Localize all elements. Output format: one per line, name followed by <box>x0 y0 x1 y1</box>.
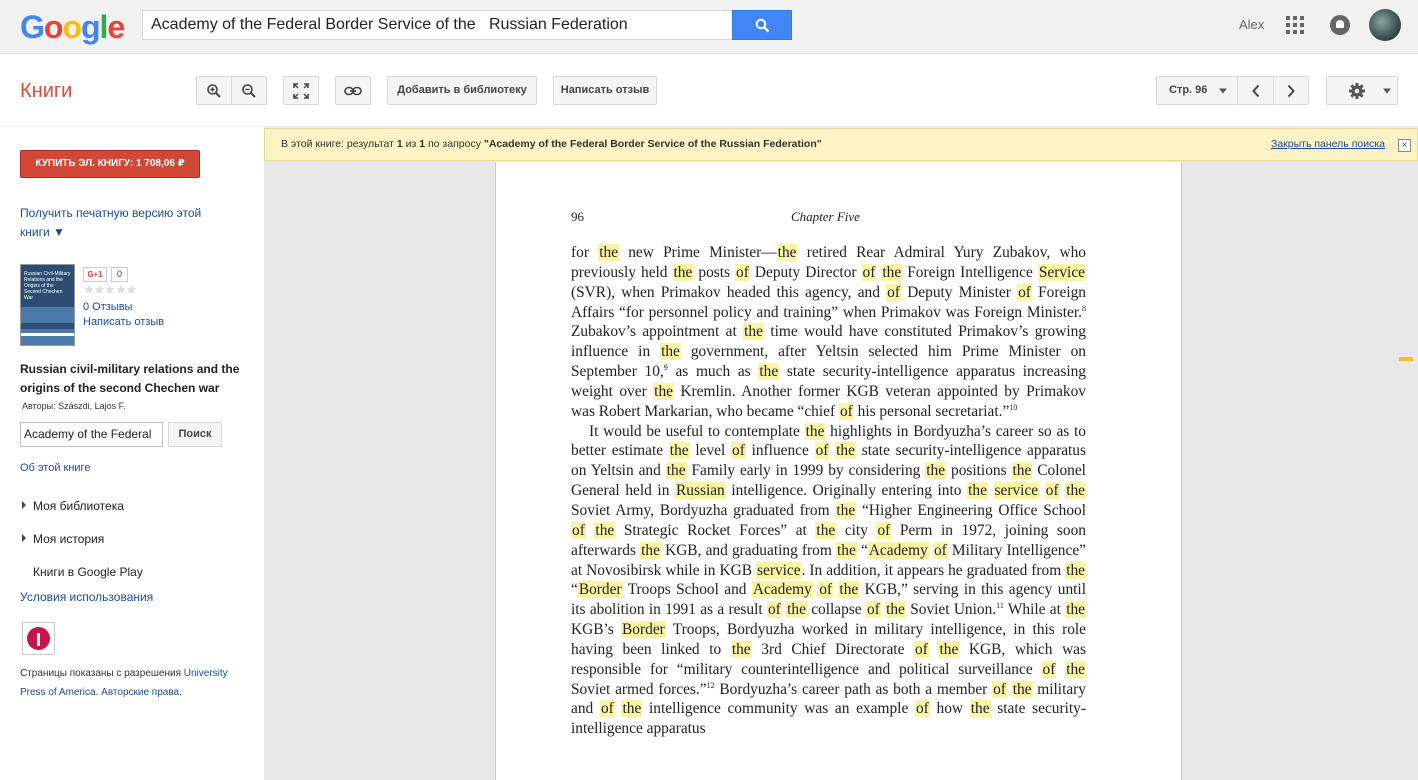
search-button[interactable] <box>732 10 792 40</box>
search-highlight: Academy <box>868 541 928 559</box>
search-highlight: of <box>819 581 833 599</box>
permission-text: Страницы показаны с разрешения <box>20 668 184 679</box>
search-highlight: the <box>1012 462 1032 480</box>
logo-letter: l <box>99 9 108 45</box>
search-highlight: of <box>866 601 880 619</box>
add-to-library-button[interactable]: Добавить в библиотеку <box>387 76 537 105</box>
search-highlight: the <box>595 521 615 539</box>
footnote-ref: 11 <box>996 601 1004 611</box>
close-icon[interactable]: × <box>1398 139 1411 152</box>
page-paragraph: for the new Prime Minister—the retired Rear Admiral Yury Zubakov, who previously held the posts of Deputy Director of the Foreign Intelligence Service (SVR), when Primakov headed this agency, and of Deputy Minister of Foreign Affairs “for personnel policy and training” when Primakov was Foreign Minister.$^8$ Zubakov’s appointment at the time would have constituted Primakov’s growing influence in the government, after Yeltsin selected him Prime Minister on September 10,$^9$ as much as the state security-intelligence apparatus increasing weight over the Kremlin. Another former KGB veteran appointed by Primakov was Robert Markarian, who became “chief of his personal secretariat.”$^{10}$ <box>571 244 1087 420</box>
chevron-down-icon <box>1383 88 1391 93</box>
search-highlight: the <box>968 482 987 500</box>
gplus-count: 0 <box>111 267 128 282</box>
search-highlight: of <box>736 263 749 281</box>
search-highlight: the <box>836 501 856 519</box>
print-version-link[interactable]: Получить печатную версию этой книги ▼ <box>20 206 202 239</box>
link-icon <box>344 86 362 96</box>
link-button[interactable] <box>335 76 371 105</box>
nav-my-library[interactable] <box>22 499 124 513</box>
books-section-title[interactable]: Книги <box>20 80 73 102</box>
book-page[interactable] <box>495 162 1182 780</box>
permission-note <box>20 664 252 702</box>
gear-icon <box>1349 82 1366 99</box>
zoom-in-button[interactable] <box>196 76 232 105</box>
logo-letter: g <box>80 9 100 45</box>
search-highlight: of <box>862 263 876 281</box>
footnote-ref: 9 <box>663 362 668 372</box>
nav-label: Книги в Google Play <box>33 565 143 579</box>
search-icon <box>755 18 770 33</box>
book-title: Russian civil-military relations and the origins of the second Chechen war <box>20 362 240 395</box>
expand-icon <box>22 501 26 509</box>
page-select[interactable] <box>1156 76 1238 105</box>
expand-icon <box>22 534 26 542</box>
chevron-right-icon <box>1287 84 1295 97</box>
next-page-button[interactable] <box>1273 76 1309 105</box>
result-of: из <box>402 138 420 150</box>
nav-my-history[interactable] <box>22 532 104 546</box>
search-highlight: of <box>1042 660 1056 678</box>
result-query: "Academy of the Federal Border Service of the Russian Federation" <box>483 138 822 150</box>
avatar[interactable] <box>1369 9 1401 41</box>
search-highlight: of <box>815 442 829 460</box>
search-highlight: Service <box>1038 263 1085 281</box>
search-input[interactable]: Academy of the Federal Border Service of the Russian Federation <box>142 10 733 40</box>
footnote-ref: 8 <box>1082 303 1086 313</box>
search-highlight: the <box>744 323 763 341</box>
search-highlight: the <box>1066 482 1086 500</box>
search-in-book-input[interactable]: Academy of the Federal <box>20 422 163 447</box>
search-highlight: of <box>887 283 900 301</box>
nav-label: Моя история <box>33 532 105 546</box>
search-highlight: the <box>882 263 902 281</box>
search-highlight: service <box>757 561 801 579</box>
copyright-link[interactable]: Авторские права. <box>101 687 182 698</box>
user-name[interactable]: Alex <box>1239 17 1265 32</box>
page-select-label: Стр. 96 <box>1169 84 1208 96</box>
result-query-prefix: по запросу <box>425 138 484 150</box>
publisher-logo[interactable] <box>22 622 55 655</box>
result-total: 1 <box>419 138 426 150</box>
gplus-button[interactable]: G+1 <box>83 267 107 282</box>
search-highlight: the <box>1012 680 1032 698</box>
logo-letter: e <box>107 9 125 45</box>
search-highlight: Border <box>622 621 665 639</box>
search-highlight: of <box>572 521 585 539</box>
search-highlight: the <box>886 601 905 619</box>
reviews-count-link[interactable]: 0 Отзывы <box>83 301 133 313</box>
publisher-link[interactable]: University Press of America <box>20 668 228 698</box>
zoom-in-icon <box>206 83 222 99</box>
book-cover-title: Russian Civil-Military Relations and the Origins of the Second Chechen War <box>24 271 71 301</box>
terms-link[interactable]: Условия использования <box>20 590 154 604</box>
book-cover[interactable] <box>20 264 75 346</box>
search-in-book-button[interactable]: Поиск <box>168 422 222 447</box>
fullscreen-button[interactable] <box>283 76 319 105</box>
notifications-icon[interactable] <box>1330 15 1350 35</box>
search-highlight: of <box>600 700 614 718</box>
nav-label: Моя библиотека <box>33 499 124 513</box>
search-highlight: the <box>654 382 673 400</box>
logo-letter: o <box>43 9 63 45</box>
page-paragraph: It would be useful to contemplate the highlights in Bordyuzha’s career so as to better estimate the level of influence of the state security-intelligence apparatus on Yeltsin and the Family early in 1999 by considering the positions the Colonel General held in Russian intelligence. Originally entering into the service of the Soviet Army, Bordyuzha graduated from the “Higher Engineering Office School of the Strategic Rocket Forces” at the city of Perm in 1972, joining soon afterwards the KGB, and graduating from the “Academy of Military Intelligence” at Novosibirsk while in KGB service. In addition, it appears he graduated from the “Border Troops School and Academy of the KGB,” serving in this agency until its abolition in 1991 as a result of the collapse of the Soviet Union.$^{11}$ While at the KGB’s Border Troops, Bordyuzha worked in military intelligence, in this role having been linked to the 3rd Chief Directorate of the KGB, which was responsible for “military counterintelligence and political surveillance of the Soviet armed forces.”$^{12}$ Bordyuzha’s career path as both a member of the military and of the intelligence community was an example of how the state security-intelligence apparatus <box>571 422 1087 738</box>
search-highlight: the <box>787 601 806 619</box>
search-highlight: of <box>1018 283 1031 301</box>
search-highlight: the <box>926 462 946 480</box>
search-highlight: the <box>837 541 856 559</box>
zoom-out-icon <box>241 83 257 99</box>
search-highlight: the <box>970 700 990 718</box>
chapter-heading: Chapter Five <box>791 209 860 224</box>
search-highlight: of <box>933 541 947 559</box>
book-viewer[interactable] <box>264 127 1418 780</box>
search-highlight: of <box>732 442 745 460</box>
search-highlight: Russian <box>676 482 725 500</box>
sidebar <box>0 127 264 780</box>
search-highlight: the <box>805 422 825 440</box>
page-text <box>571 243 1086 739</box>
footnote-ref: 12 <box>706 680 715 690</box>
search-highlight: the <box>641 541 660 559</box>
result-index: 1 <box>396 138 403 150</box>
buy-ebook-button[interactable]: КУПИТЬ ЭЛ. КНИГУ: 1 708,06 ₽ <box>20 150 200 178</box>
book-authors: Авторы: Szászdi, Lajos F. <box>22 401 126 411</box>
search-highlight: Border <box>578 581 622 599</box>
search-result-bar <box>264 128 1418 161</box>
write-review-link[interactable]: Написать отзыв <box>83 316 165 328</box>
permission-separator: . <box>95 687 102 698</box>
search-highlight: the <box>731 640 751 658</box>
zoom-out-button[interactable] <box>231 76 267 105</box>
chevron-left-icon <box>1252 84 1260 97</box>
search-highlight: service <box>994 482 1039 500</box>
search-highlight: of <box>767 601 781 619</box>
search-highlight: the <box>839 581 859 599</box>
search-highlight: the <box>622 700 642 718</box>
search-highlight: the <box>816 521 836 539</box>
chevron-down-icon <box>1219 88 1227 93</box>
rating-stars: ★★★★★ <box>83 282 137 297</box>
search-highlight: the <box>1066 601 1086 619</box>
close-search-panel-link[interactable]: Закрыть панель поиска <box>1271 138 1385 150</box>
search-highlight: the <box>1066 561 1085 579</box>
search-highlight: the <box>759 363 779 381</box>
logo-letter: o <box>62 9 81 45</box>
search-highlight: the <box>777 244 797 261</box>
search-hit-marker[interactable] <box>1399 357 1413 361</box>
search-highlight: of <box>877 521 891 539</box>
google-logo[interactable] <box>20 9 124 46</box>
settings-button[interactable] <box>1326 76 1398 105</box>
search-highlight: Academy <box>752 581 812 599</box>
search-highlight: the <box>661 343 680 361</box>
about-book-link[interactable]: Об этой книге <box>20 462 91 474</box>
book-toolbar <box>0 54 1418 127</box>
search-highlight: of <box>993 680 1006 698</box>
search-highlight: of <box>915 700 929 718</box>
search-highlight: of <box>915 640 928 658</box>
search-highlight: the <box>836 442 855 460</box>
footnote-ref: 10 <box>1009 402 1018 412</box>
fullscreen-icon <box>293 83 309 99</box>
nav-google-play-books[interactable] <box>33 565 143 579</box>
apps-icon[interactable] <box>1286 16 1304 34</box>
logo-letter: G <box>20 9 44 45</box>
search-highlight: of <box>1045 482 1059 500</box>
search-highlight: the <box>1066 660 1085 678</box>
page-number: 96 <box>571 209 584 224</box>
search-highlight: the <box>666 462 686 480</box>
search-highlight: the <box>599 244 618 261</box>
top-bar <box>0 0 1418 54</box>
result-prefix: В этой книге: результат <box>281 138 397 150</box>
search-highlight: of <box>839 402 853 420</box>
search-highlight: the <box>673 263 693 281</box>
prev-page-button[interactable] <box>1237 76 1274 105</box>
search-highlight: the <box>669 442 689 460</box>
search-highlight: the <box>939 640 959 658</box>
write-review-button[interactable]: Написать отзыв <box>553 76 657 105</box>
